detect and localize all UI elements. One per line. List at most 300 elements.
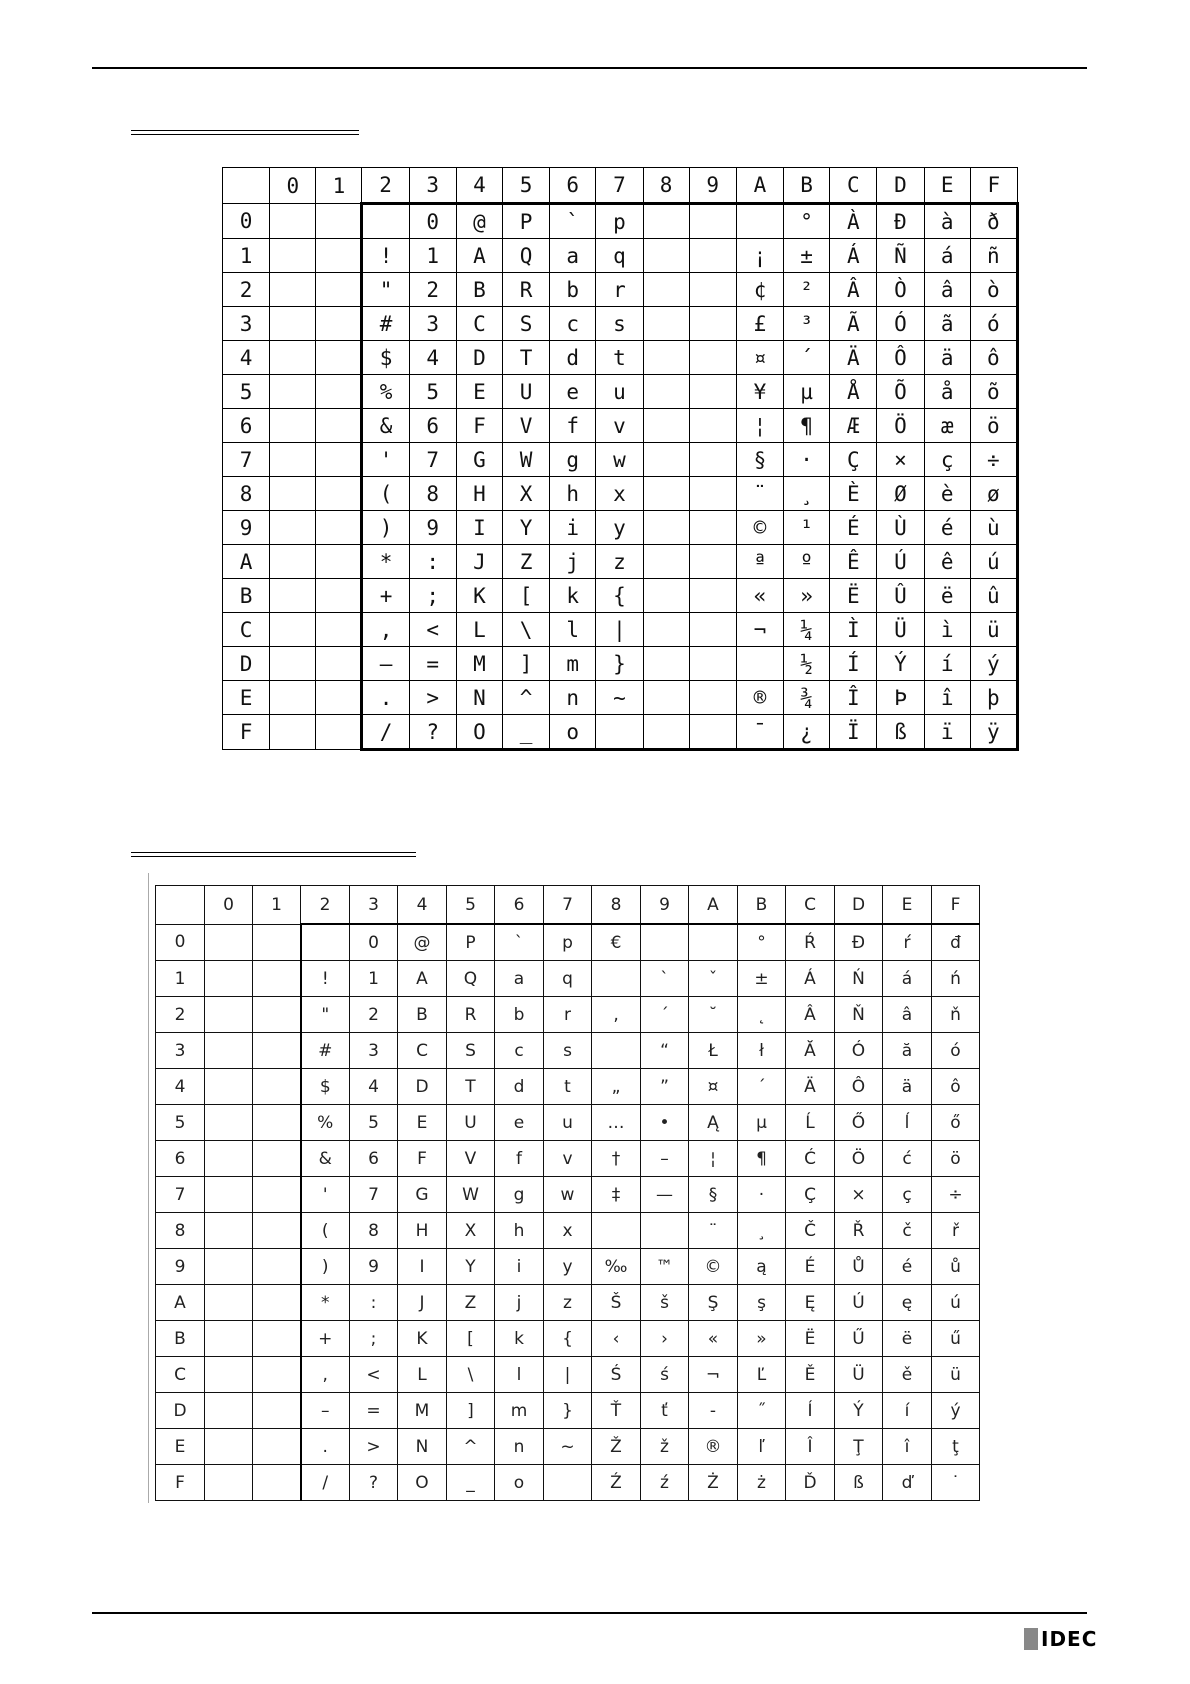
column-header: A (736, 168, 783, 204)
char-cell (316, 681, 362, 715)
char-cell: = (409, 647, 456, 681)
char-cell (301, 924, 350, 961)
char-cell: þ (970, 681, 1017, 715)
char-cell: I (398, 1249, 447, 1285)
char-cell: „ (592, 1069, 641, 1105)
char-cell (689, 341, 736, 375)
char-cell: Ú (835, 1285, 883, 1321)
column-header: E (883, 886, 932, 925)
char-cell: ¦ (736, 409, 783, 443)
char-cell (689, 715, 736, 750)
char-cell: ú (970, 545, 1017, 579)
char-cell: D (456, 341, 502, 375)
char-cell: / (362, 715, 409, 750)
char-cell: l (550, 613, 596, 647)
column-header: 1 (316, 168, 362, 204)
char-cell (643, 307, 689, 341)
char-cell: ţ (932, 1429, 980, 1465)
char-cell: " (362, 273, 409, 307)
char-cell: ? (409, 715, 456, 750)
char-cell (316, 579, 362, 613)
char-cell: ù (970, 511, 1017, 545)
char-cell: µ (784, 375, 830, 409)
char-cell: ž (641, 1429, 689, 1465)
char-cell: + (362, 579, 409, 613)
char-cell: Ž (592, 1429, 641, 1465)
char-cell: @ (456, 204, 502, 239)
table-row (223, 477, 1018, 511)
char-cell: Đ (877, 204, 924, 239)
char-cell (253, 1177, 301, 1213)
character-code-table-2 (155, 885, 980, 1501)
char-cell (270, 204, 316, 239)
char-cell: q (544, 961, 592, 997)
char-cell (643, 681, 689, 715)
char-cell: ő (932, 1105, 980, 1141)
char-cell: ^ (447, 1429, 495, 1465)
char-cell: z (596, 545, 643, 579)
char-cell: ` (641, 961, 689, 997)
table-row (223, 239, 1018, 273)
char-cell: m (550, 647, 596, 681)
char-cell: § (689, 1177, 738, 1213)
char-cell: Ć (786, 1141, 835, 1177)
char-cell: E (398, 1105, 447, 1141)
char-cell (643, 579, 689, 613)
char-cell: Ż (689, 1465, 738, 1501)
char-cell: ÷ (970, 443, 1017, 477)
char-cell: ˛ (738, 997, 786, 1033)
char-cell: ý (932, 1393, 980, 1429)
char-cell: a (550, 239, 596, 273)
char-cell: I (456, 511, 502, 545)
char-cell: N (398, 1429, 447, 1465)
char-cell: í (924, 647, 970, 681)
char-cell: G (398, 1177, 447, 1213)
char-cell: W (447, 1177, 495, 1213)
char-cell: Ś (592, 1357, 641, 1393)
char-cell: ; (350, 1321, 398, 1357)
char-cell: d (550, 341, 596, 375)
column-header: E (924, 168, 970, 204)
char-cell: 7 (350, 1177, 398, 1213)
char-cell (643, 613, 689, 647)
char-cell: Ŕ (786, 924, 835, 961)
char-cell: w (596, 443, 643, 477)
table-row (223, 375, 1018, 409)
char-cell: Ö (835, 1141, 883, 1177)
char-cell (316, 647, 362, 681)
char-cell: 2 (350, 997, 398, 1033)
char-cell: ® (736, 681, 783, 715)
char-cell: w (544, 1177, 592, 1213)
char-cell: ô (970, 341, 1017, 375)
row-header: A (156, 1285, 205, 1321)
row-header: A (223, 545, 270, 579)
column-header: 4 (456, 168, 502, 204)
char-cell: × (835, 1177, 883, 1213)
char-cell: j (495, 1285, 544, 1321)
char-cell: § (736, 443, 783, 477)
char-cell: Y (502, 511, 549, 545)
table-row (156, 1429, 980, 1465)
char-cell: x (544, 1213, 592, 1249)
char-cell: Ø (877, 477, 924, 511)
char-cell: Ť (592, 1393, 641, 1429)
char-cell: Ô (835, 1069, 883, 1105)
char-cell: Ö (877, 409, 924, 443)
char-cell: – (362, 647, 409, 681)
char-cell: ò (970, 273, 1017, 307)
char-cell (592, 1213, 641, 1249)
char-cell: t (596, 341, 643, 375)
char-cell: : (350, 1285, 398, 1321)
char-cell: ` (550, 204, 596, 239)
table-row (223, 511, 1018, 545)
row-header: B (223, 579, 270, 613)
char-cell: Â (786, 997, 835, 1033)
char-cell: é (924, 511, 970, 545)
char-cell: ~ (596, 681, 643, 715)
char-cell: 0 (350, 924, 398, 961)
char-cell: ó (932, 1033, 980, 1069)
char-cell (643, 477, 689, 511)
table-row (223, 341, 1018, 375)
column-header: 7 (544, 886, 592, 925)
char-cell: 7 (409, 443, 456, 477)
table-row (156, 1069, 980, 1105)
char-cell: ç (924, 443, 970, 477)
char-cell: ź (641, 1465, 689, 1501)
char-cell (689, 579, 736, 613)
column-header: 9 (641, 886, 689, 925)
char-cell: ß (877, 715, 924, 750)
char-cell: Ñ (877, 239, 924, 273)
char-cell: ¶ (738, 1141, 786, 1177)
char-cell: g (495, 1177, 544, 1213)
char-cell (316, 273, 362, 307)
char-cell: h (495, 1213, 544, 1249)
logo-text: IDEC (1041, 1627, 1098, 1651)
char-cell: ” (641, 1069, 689, 1105)
char-cell: ¯ (736, 715, 783, 750)
char-cell: ¨ (689, 1213, 738, 1249)
char-cell: Q (502, 239, 549, 273)
char-cell: c (550, 307, 596, 341)
char-cell: ´ (784, 341, 830, 375)
char-cell: Ń (835, 961, 883, 997)
char-cell (270, 477, 316, 511)
char-cell: G (456, 443, 502, 477)
row-header: F (223, 715, 270, 750)
char-cell (205, 1357, 253, 1393)
char-cell (592, 1033, 641, 1069)
row-header: D (223, 647, 270, 681)
char-cell: C (456, 307, 502, 341)
row-header: 4 (156, 1069, 205, 1105)
char-cell: ñ (970, 239, 1017, 273)
char-cell: ) (362, 511, 409, 545)
section-title-underline-1 (131, 130, 359, 135)
char-cell: X (447, 1213, 495, 1249)
char-cell: ¡ (736, 239, 783, 273)
column-header: B (738, 886, 786, 925)
char-cell: ð (970, 204, 1017, 239)
table-row (223, 409, 1018, 443)
char-cell: e (495, 1105, 544, 1141)
char-cell: ř (932, 1213, 980, 1249)
char-cell: T (502, 341, 549, 375)
char-cell: D (398, 1069, 447, 1105)
table-row (156, 1177, 980, 1213)
char-cell: j (550, 545, 596, 579)
column-header: F (932, 886, 980, 925)
char-cell: ô (932, 1069, 980, 1105)
char-cell: ( (301, 1213, 350, 1249)
char-cell: S (447, 1033, 495, 1069)
char-cell: ü (970, 613, 1017, 647)
column-header: 7 (596, 168, 643, 204)
table-row (156, 1393, 980, 1429)
char-cell: y (596, 511, 643, 545)
row-header: 8 (223, 477, 270, 511)
char-cell: P (447, 924, 495, 961)
char-cell: , (362, 613, 409, 647)
char-cell (316, 375, 362, 409)
char-cell: ³ (784, 307, 830, 341)
row-header: 2 (156, 997, 205, 1033)
char-cell (205, 1177, 253, 1213)
char-cell: ¨ (736, 477, 783, 511)
char-cell: > (409, 681, 456, 715)
char-cell: ? (350, 1465, 398, 1501)
char-cell: À (830, 204, 877, 239)
char-cell: É (830, 511, 877, 545)
char-cell: N (456, 681, 502, 715)
char-cell: · (738, 1177, 786, 1213)
char-cell: £ (736, 307, 783, 341)
char-cell: , (301, 1357, 350, 1393)
char-cell: 1 (350, 961, 398, 997)
char-cell: š (641, 1285, 689, 1321)
row-header: 1 (156, 961, 205, 997)
table-row (156, 1357, 980, 1393)
char-cell: Ò (877, 273, 924, 307)
char-cell: × (877, 443, 924, 477)
char-cell: Î (830, 681, 877, 715)
table-row (156, 1105, 980, 1141)
char-cell: c (495, 1033, 544, 1069)
char-cell (253, 1105, 301, 1141)
char-cell: ¬ (689, 1357, 738, 1393)
table-row (223, 715, 1018, 750)
char-cell: _ (447, 1465, 495, 1501)
row-header: E (223, 681, 270, 715)
char-cell (205, 961, 253, 997)
table-row (156, 1321, 980, 1357)
char-cell: E (456, 375, 502, 409)
char-cell: r (544, 997, 592, 1033)
char-cell: ś (641, 1357, 689, 1393)
char-cell: ŕ (883, 924, 932, 961)
column-header: 5 (502, 168, 549, 204)
char-cell: ą (738, 1249, 786, 1285)
char-cell: p (544, 924, 592, 961)
char-cell: $ (301, 1069, 350, 1105)
row-header: C (156, 1357, 205, 1393)
char-cell: Ţ (835, 1429, 883, 1465)
char-cell (270, 375, 316, 409)
char-cell: Ä (786, 1069, 835, 1105)
column-header: 2 (301, 886, 350, 925)
char-cell: k (495, 1321, 544, 1357)
column-header: 9 (689, 168, 736, 204)
char-cell: Ü (877, 613, 924, 647)
table-row (156, 1465, 980, 1501)
char-cell: @ (398, 924, 447, 961)
char-cell (689, 545, 736, 579)
char-cell (643, 715, 689, 750)
char-cell: ä (883, 1069, 932, 1105)
char-cell: É (786, 1249, 835, 1285)
char-cell: đ (932, 924, 980, 961)
char-cell: A (398, 961, 447, 997)
row-header: 9 (223, 511, 270, 545)
char-cell: ã (924, 307, 970, 341)
char-cell: Î (786, 1429, 835, 1465)
char-cell: ú (932, 1285, 980, 1321)
char-cell: © (736, 511, 783, 545)
char-cell: Q (447, 961, 495, 997)
char-cell: ¤ (689, 1069, 738, 1105)
char-cell (205, 1213, 253, 1249)
char-cell: č (883, 1213, 932, 1249)
column-header: 6 (550, 168, 596, 204)
row-header: 2 (223, 273, 270, 307)
row-header: 7 (156, 1177, 205, 1213)
char-cell: & (362, 409, 409, 443)
column-header: 6 (495, 886, 544, 925)
table-row (223, 273, 1018, 307)
char-cell: Ç (830, 443, 877, 477)
char-cell: * (362, 545, 409, 579)
char-cell: ª (736, 545, 783, 579)
char-cell: ˘ (689, 997, 738, 1033)
char-cell: s (596, 307, 643, 341)
char-cell: Č (786, 1213, 835, 1249)
char-cell: ¦ (689, 1141, 738, 1177)
char-cell: ´ (738, 1069, 786, 1105)
char-cell: q (596, 239, 643, 273)
char-cell (736, 204, 783, 239)
char-cell: ½ (784, 647, 830, 681)
char-cell: ˝ (738, 1393, 786, 1429)
row-header: 1 (223, 239, 270, 273)
char-cell: B (398, 997, 447, 1033)
char-cell: Ô (877, 341, 924, 375)
char-cell: f (495, 1141, 544, 1177)
char-cell (643, 647, 689, 681)
table-row (156, 1033, 980, 1069)
table-row (223, 613, 1018, 647)
char-cell (689, 924, 738, 961)
char-cell: ¢ (736, 273, 783, 307)
char-cell (270, 545, 316, 579)
char-cell: \ (447, 1357, 495, 1393)
char-cell (253, 961, 301, 997)
char-cell: ¾ (784, 681, 830, 715)
char-cell: ť (641, 1393, 689, 1429)
char-cell: ~ (544, 1429, 592, 1465)
char-cell: W (502, 443, 549, 477)
footer-rule (92, 1612, 1087, 1614)
char-cell: V (447, 1141, 495, 1177)
char-cell: u (544, 1105, 592, 1141)
char-cell: æ (924, 409, 970, 443)
char-cell: | (544, 1357, 592, 1393)
char-cell: L (456, 613, 502, 647)
char-cell (316, 715, 362, 750)
char-cell: & (301, 1141, 350, 1177)
char-cell: ! (362, 239, 409, 273)
char-cell: ä (924, 341, 970, 375)
char-cell: ¶ (784, 409, 830, 443)
char-cell: v (596, 409, 643, 443)
char-cell (270, 613, 316, 647)
char-cell (643, 511, 689, 545)
char-cell: Ï (830, 715, 877, 750)
char-cell: Ó (835, 1033, 883, 1069)
char-cell: % (301, 1105, 350, 1141)
char-cell: Í (786, 1393, 835, 1429)
char-cell (205, 1465, 253, 1501)
char-cell: h (550, 477, 596, 511)
char-cell (643, 375, 689, 409)
char-cell: ¸ (784, 477, 830, 511)
char-cell: ¿ (784, 715, 830, 750)
char-cell: » (738, 1321, 786, 1357)
char-cell (544, 1465, 592, 1501)
char-cell: _ (502, 715, 549, 750)
char-cell: m (495, 1393, 544, 1429)
char-cell: ; (409, 579, 456, 613)
char-cell (316, 307, 362, 341)
char-cell: – (301, 1393, 350, 1429)
row-header: 7 (223, 443, 270, 477)
char-cell: ů (932, 1249, 980, 1285)
character-code-table-1 (222, 167, 1019, 751)
char-cell: ‹ (592, 1321, 641, 1357)
char-cell: 3 (350, 1033, 398, 1069)
char-cell: Ç (786, 1177, 835, 1213)
char-cell (205, 1249, 253, 1285)
char-cell: › (641, 1321, 689, 1357)
char-cell: a (495, 961, 544, 997)
char-cell: ÷ (932, 1177, 980, 1213)
char-cell: \ (502, 613, 549, 647)
column-header: 0 (270, 168, 316, 204)
char-cell: Ê (830, 545, 877, 579)
char-cell (205, 1393, 253, 1429)
char-cell: i (550, 511, 596, 545)
char-cell: U (447, 1105, 495, 1141)
char-cell (205, 1033, 253, 1069)
char-cell (270, 579, 316, 613)
char-cell: õ (970, 375, 1017, 409)
char-cell: ï (924, 715, 970, 750)
char-cell: ć (883, 1141, 932, 1177)
row-header: 4 (223, 341, 270, 375)
